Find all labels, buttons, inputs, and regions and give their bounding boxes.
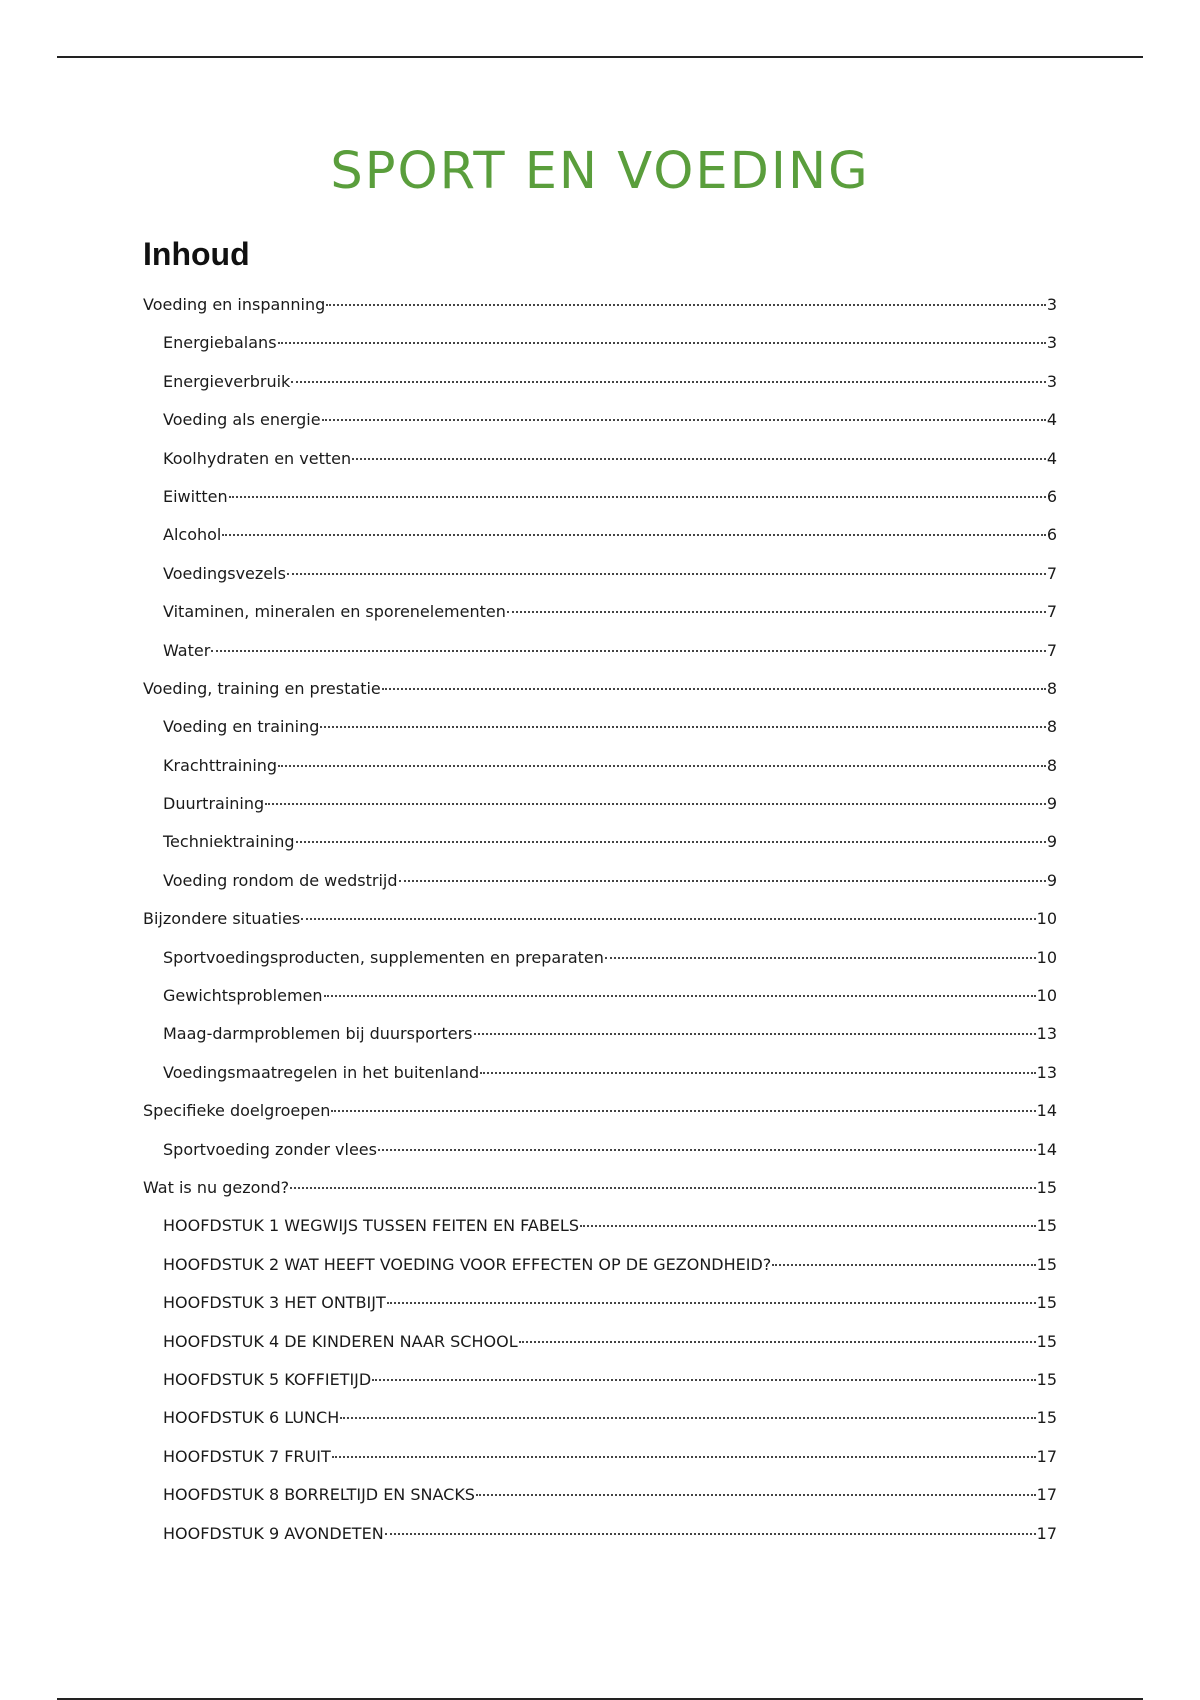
toc-entry[interactable] [143, 1092, 1057, 1130]
toc-entry[interactable] [143, 823, 1057, 861]
toc-entry-label[interactable]: Eiwitten [163, 486, 228, 506]
toc-entry[interactable] [143, 862, 1057, 900]
toc-entry-label[interactable]: HOOFDSTUK 2 WAT HEEFT VOEDING VOOR EFFECTEN OP DE GEZONDHEID? [163, 1254, 772, 1274]
toc-dot-leader [382, 688, 1046, 690]
toc-entry-page-number[interactable]: 17 [1036, 1523, 1057, 1543]
toc-dot-leader [476, 1494, 1036, 1496]
toc-entry-page-number[interactable]: 15 [1036, 1293, 1057, 1313]
toc-entry-label[interactable]: HOOFDSTUK 8 BORRELTIJD EN SNACKS [163, 1485, 475, 1505]
toc-entry-label[interactable]: Voedingsmaatregelen in het buitenland [163, 1062, 480, 1082]
toc-entry[interactable] [143, 1207, 1057, 1245]
toc-dot-leader [480, 1072, 1035, 1074]
toc-entry[interactable] [143, 785, 1057, 823]
toc-entry-label[interactable]: Maag-darmproblemen bij duursporters [163, 1024, 473, 1044]
toc-dot-leader [229, 496, 1046, 498]
toc-entry[interactable] [143, 401, 1057, 439]
toc-entry[interactable] [143, 1515, 1057, 1553]
toc-dot-leader [332, 1456, 1036, 1458]
toc-entry-page-number[interactable]: 8 [1046, 678, 1057, 698]
toc-entry-label[interactable]: Voeding en inspanning [143, 295, 326, 314]
toc-entry-label[interactable]: Wat is nu gezond? [143, 1177, 290, 1197]
toc-entry-page-number[interactable]: 4 [1046, 410, 1057, 430]
toc-entry[interactable] [143, 1399, 1057, 1437]
toc-entry-label[interactable]: HOOFDSTUK 4 DE KINDEREN NAAR SCHOOL [163, 1331, 518, 1351]
toc-entry[interactable] [143, 1476, 1057, 1514]
toc-entry-label[interactable]: Energieverbruik [163, 371, 291, 391]
toc-entry[interactable] [143, 632, 1057, 670]
toc-dot-leader [507, 611, 1046, 613]
toc-entry-page-number[interactable]: 15 [1036, 1216, 1057, 1236]
toc-dot-leader [265, 803, 1046, 805]
toc-entry-label[interactable]: HOOFDSTUK 9 AVONDETEN [163, 1523, 384, 1543]
toc-entry-page-number[interactable]: 10 [1036, 986, 1057, 1006]
toc-entry[interactable] [143, 1284, 1057, 1322]
toc-dot-leader [340, 1417, 1035, 1419]
toc-entry-label[interactable]: Voeding rondom de wedstrijd [163, 870, 398, 890]
toc-dot-leader [519, 1341, 1036, 1343]
toc-dot-leader [378, 1149, 1036, 1151]
toc-entry-label[interactable]: Voeding en training [163, 717, 320, 737]
toc-dot-leader [296, 841, 1046, 843]
toc-dot-leader [580, 1225, 1036, 1227]
toc-entry[interactable] [143, 939, 1057, 977]
toc-entry[interactable] [143, 977, 1057, 1015]
toc-entry-page-number[interactable]: 7 [1046, 640, 1057, 660]
toc-dot-leader [322, 419, 1046, 421]
toc-entry-page-number[interactable]: 15 [1036, 1177, 1057, 1197]
toc-dot-leader [290, 1187, 1035, 1189]
toc-entry[interactable] [143, 555, 1057, 593]
toc-entry-page-number[interactable]: 6 [1046, 525, 1057, 545]
toc-entry-label[interactable]: HOOFDSTUK 5 KOFFIETIJD [163, 1369, 372, 1389]
toc-entry-label[interactable]: Gewichtsproblemen [163, 986, 323, 1006]
toc-entry[interactable] [143, 324, 1057, 362]
toc-entry-label[interactable]: Energiebalans [163, 333, 277, 353]
toc-dot-leader [772, 1264, 1035, 1266]
toc-dot-leader [320, 726, 1045, 728]
toc-dot-leader [605, 957, 1036, 959]
toc-dot-leader [387, 1302, 1036, 1304]
toc-entry[interactable] [143, 900, 1057, 938]
toc-entry-page-number[interactable]: 8 [1046, 717, 1057, 737]
toc-entry-page-number[interactable]: 4 [1046, 448, 1057, 468]
header-rule [57, 56, 1143, 58]
toc-dot-leader [278, 342, 1046, 344]
toc-entry-label[interactable]: Alcohol [163, 525, 222, 545]
toc-entry-page-number[interactable]: 13 [1036, 1062, 1057, 1082]
toc-heading: Inhoud [143, 236, 250, 272]
toc-entry-label[interactable]: HOOFDSTUK 7 FRUIT [163, 1446, 331, 1466]
toc-entry[interactable] [143, 593, 1057, 631]
toc-entry-label[interactable]: Voeding, training en prestatie [143, 678, 381, 698]
toc-entry-label[interactable]: Techniektraining [163, 832, 295, 852]
toc-dot-leader [372, 1379, 1035, 1381]
toc-entry-page-number[interactable]: 9 [1046, 832, 1057, 852]
toc-entry-label[interactable]: HOOFDSTUK 3 HET ONTBIJT [163, 1293, 386, 1313]
toc-entry-page-number[interactable]: 3 [1046, 371, 1057, 391]
toc-entry[interactable] [143, 1015, 1057, 1053]
toc-entry-page-number[interactable]: 15 [1036, 1254, 1057, 1274]
toc-entry[interactable] [143, 1246, 1057, 1284]
table-of-contents [143, 286, 1057, 1553]
toc-entry-page-number[interactable]: 13 [1036, 1024, 1057, 1044]
toc-entry-page-number[interactable]: 10 [1036, 909, 1057, 929]
toc-entry-page-number[interactable]: 17 [1036, 1485, 1057, 1505]
toc-entry-page-number[interactable]: 6 [1046, 486, 1057, 506]
toc-entry-page-number[interactable]: 10 [1036, 947, 1057, 967]
toc-entry-label[interactable]: Sportvoedingsproducten, supplementen en preparaten [163, 947, 604, 967]
toc-entry[interactable] [143, 1131, 1057, 1169]
toc-entry[interactable] [143, 670, 1057, 708]
toc-entry-page-number[interactable]: 14 [1036, 1101, 1057, 1121]
toc-entry-label[interactable]: Vitaminen, mineralen en sporenelementen [163, 602, 506, 622]
toc-entry-label[interactable]: HOOFDSTUK 6 LUNCH [163, 1408, 340, 1428]
toc-dot-leader [222, 534, 1045, 536]
toc-entry-label[interactable]: Sportvoeding zonder vlees [163, 1139, 377, 1159]
toc-entry-label[interactable]: Water [163, 640, 211, 660]
document-title: SPORT EN VOEDING [330, 142, 870, 201]
toc-entry-page-number[interactable]: 15 [1036, 1408, 1057, 1428]
toc-entry[interactable] [143, 286, 1057, 324]
toc-dot-leader [278, 765, 1046, 767]
toc-dot-leader [474, 1033, 1036, 1035]
toc-entry[interactable] [143, 1323, 1057, 1361]
toc-entry-label[interactable]: Bijzondere situaties [143, 909, 301, 929]
toc-entry-page-number[interactable]: 15 [1036, 1331, 1057, 1351]
toc-entry[interactable] [143, 363, 1057, 401]
toc-dot-leader [291, 381, 1046, 383]
toc-entry-page-number[interactable]: 3 [1046, 295, 1057, 314]
toc-entry[interactable] [143, 1054, 1057, 1092]
toc-dot-leader [331, 1110, 1035, 1112]
toc-entry[interactable] [143, 708, 1057, 746]
toc-dot-leader [287, 573, 1046, 575]
toc-entry-page-number[interactable]: 9 [1046, 794, 1057, 814]
toc-entry[interactable] [143, 1438, 1057, 1476]
toc-dot-leader [211, 650, 1046, 652]
toc-entry-label[interactable]: Voedingsvezels [163, 563, 286, 583]
toc-entry-label[interactable]: Voeding als energie [163, 410, 321, 430]
toc-entry[interactable] [143, 747, 1057, 785]
toc-dot-leader [352, 458, 1046, 460]
toc-dot-leader [385, 1533, 1036, 1535]
toc-dot-leader [399, 880, 1046, 882]
toc-entry-page-number[interactable]: 3 [1046, 333, 1057, 353]
toc-dot-leader [324, 995, 1036, 997]
toc-entry-page-number[interactable]: 14 [1036, 1139, 1057, 1159]
toc-entry-page-number[interactable]: 7 [1046, 602, 1057, 622]
toc-entry[interactable] [143, 478, 1057, 516]
toc-entry-label[interactable]: Krachttraining [163, 755, 278, 775]
toc-entry-label[interactable]: Duurtraining [163, 794, 265, 814]
toc-entry-label[interactable]: Specifieke doelgroepen [143, 1101, 331, 1121]
toc-entry[interactable] [143, 1169, 1057, 1207]
toc-entry-page-number[interactable]: 9 [1046, 870, 1057, 890]
toc-entry[interactable] [143, 516, 1057, 554]
toc-entry-page-number[interactable]: 7 [1046, 563, 1057, 583]
toc-entry[interactable] [143, 1361, 1057, 1399]
toc-entry-label[interactable]: Koolhydraten en vetten [163, 448, 352, 468]
toc-entry-page-number[interactable]: 17 [1036, 1446, 1057, 1466]
toc-entry-label[interactable]: HOOFDSTUK 1 WEGWIJS TUSSEN FEITEN EN FABELS [163, 1216, 579, 1236]
toc-dot-leader [326, 304, 1046, 306]
toc-entry-page-number[interactable]: 15 [1036, 1369, 1057, 1389]
toc-entry[interactable] [143, 440, 1057, 478]
toc-dot-leader [301, 918, 1035, 920]
toc-entry-page-number[interactable]: 8 [1046, 755, 1057, 775]
